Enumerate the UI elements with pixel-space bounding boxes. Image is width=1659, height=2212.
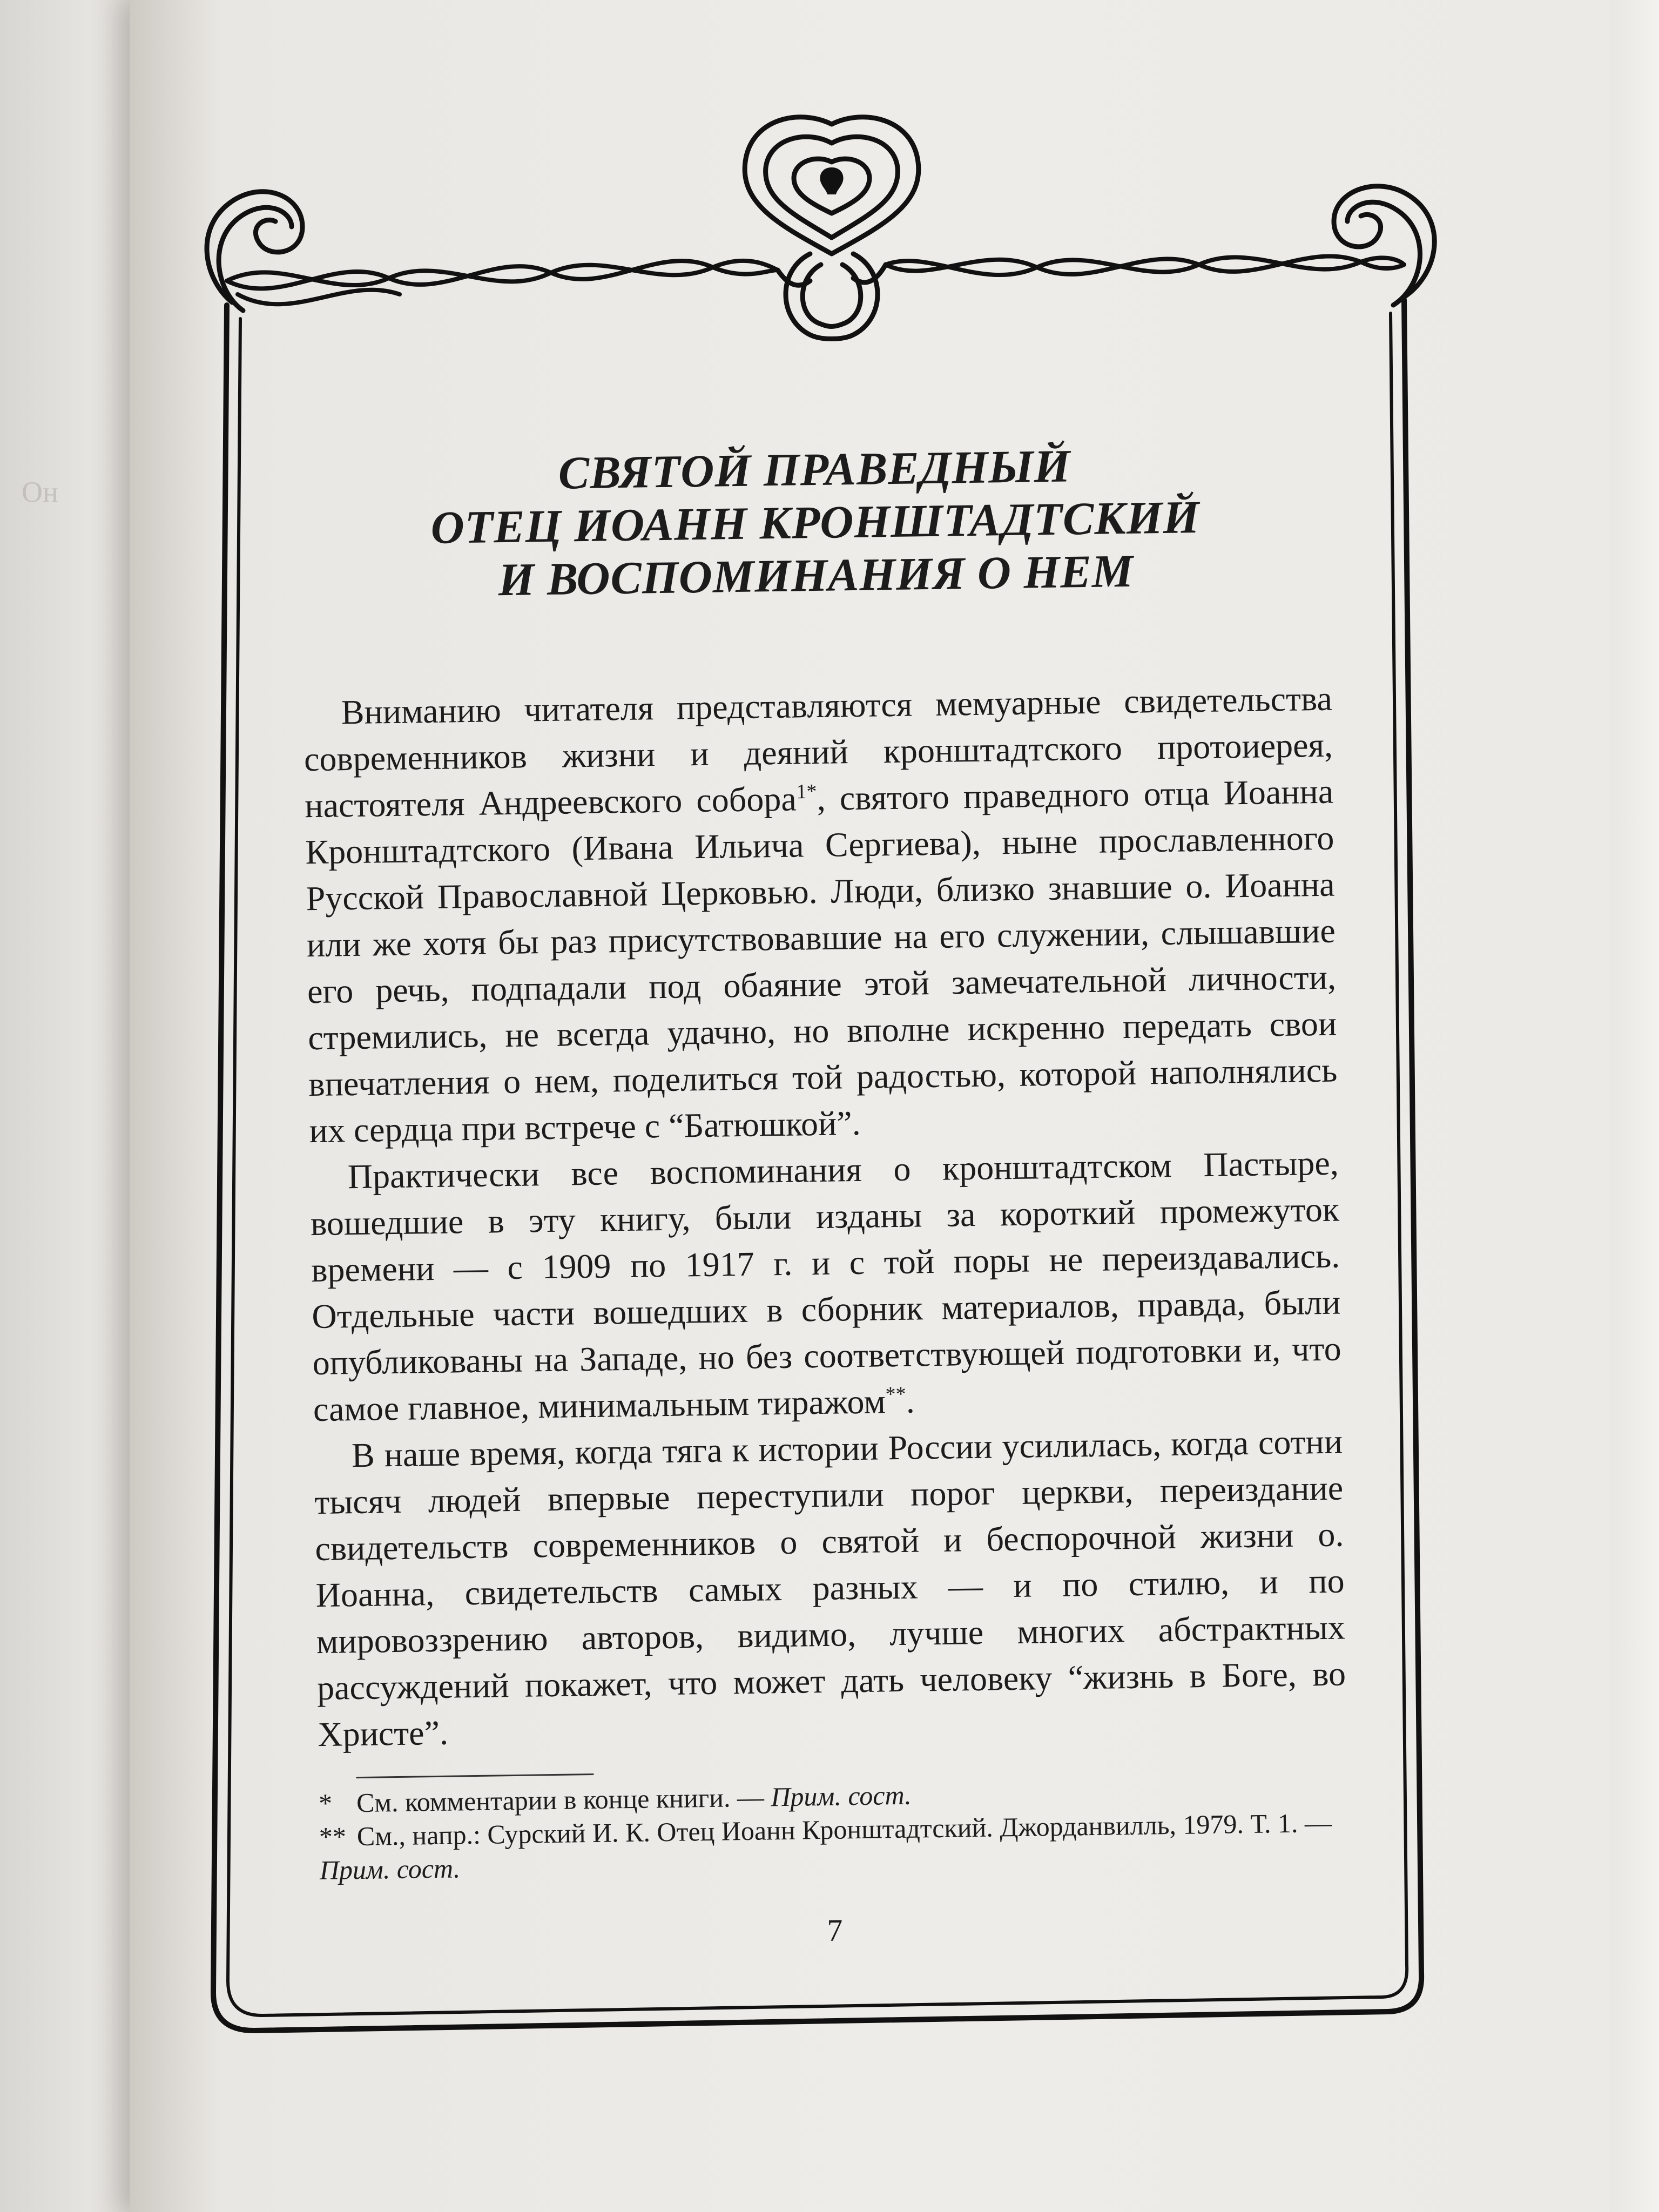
heart-ornament — [745, 117, 919, 339]
footnote-ref-1: 1* — [796, 780, 817, 804]
paragraph-2-text-b: . — [906, 1381, 915, 1420]
footnote-2 — [319, 1805, 1349, 1887]
corner-scroll-left — [207, 192, 302, 311]
braid-left — [227, 261, 778, 304]
chapter-title — [300, 436, 1331, 609]
paragraph-1-text-b: , святого праведного отца Иоанна Кронштадтского (Ивана Ильича Сергиева), ныне прославленного Русской Православной Церковью. Люди, близко знавшие о. Иоанна или же хотя бы раз присутствовавшие на его служении, слышавшие его речь, подпадали под обаяние этой замечательной личности, стремились, не всегда удачно, но вполне искренно передать свои впечатления о нем, поделиться той радостью, которой наполнялись их сердца при встрече с “Батюшкой”. — [305, 772, 1338, 1150]
ghost-text: Он — [22, 476, 58, 508]
footnote-1-mark: * — [318, 1788, 333, 1819]
braid-right — [886, 256, 1404, 275]
paragraph-2 — [309, 1140, 1342, 1433]
footnote-2-source: Прим. сост. — [319, 1853, 461, 1886]
page-text-block — [300, 436, 1350, 1955]
footnote-1-text: См. комментарии в конце книги. — — [356, 1782, 771, 1818]
footnote-1-source: Прим. сост. — [770, 1779, 912, 1812]
paragraph-1-text-a: Вниманию читателя представляются мемуарные свидетельства современников жизни и деяний кронштадтского протоиерея, настоятеля Андреевского собора — [304, 679, 1333, 825]
footnote-2-mark: ** — [319, 1821, 347, 1852]
title-line-2: ОТЕЦ ИОАНН КРОНШТАДТСКИЙ — [430, 491, 1201, 554]
paragraph-3: В наше время, когда тяга к истории России усилилась, когда сотни тысяч людей впервые переступили порог церкви, переиздание свидетельств современников о святой и беспорочной жизни о. Иоанна, свидетельств самых разных — и по стилю, и по мировоззрению авторов, видимо, лучше многих абстрактных рассуждений покажет, что может дать человеку “жизнь в Боге, во Христе”. — [314, 1422, 1346, 1754]
footnote-2-text: См., напр.: Сурский И. К. Отец Иоанн Кронштадтский. Джорданвилль, 1979. Т. 1. — — [356, 1807, 1332, 1852]
heart-center-mark — [820, 167, 843, 194]
page-number: 7 — [827, 1912, 843, 1948]
paragraph-2-text-a: Практически все воспоминания о кронштадтском Пастыре, вошедшие в эту книгу, были изданы за короткий промежуток времени — с 1909 по 1917 г. и с той поры не переиздавались. Отдельные части вошедших в сборник материалов, правда, были опубликованы на Западе, но без соответствующей подготовки и, что самое главное, минимальным тиражом — [310, 1143, 1342, 1429]
title-line-3: И ВОСПОМИНАНИЯ О НЕМ — [497, 544, 1134, 606]
title-line-1: СВЯТОЙ ПРАВЕДНЫЙ — [558, 440, 1071, 499]
corner-scroll-right — [1334, 186, 1434, 305]
footnote-divider — [356, 1773, 594, 1778]
paragraph-1 — [303, 676, 1338, 1155]
footnote-ref-2: ** — [885, 1382, 906, 1406]
